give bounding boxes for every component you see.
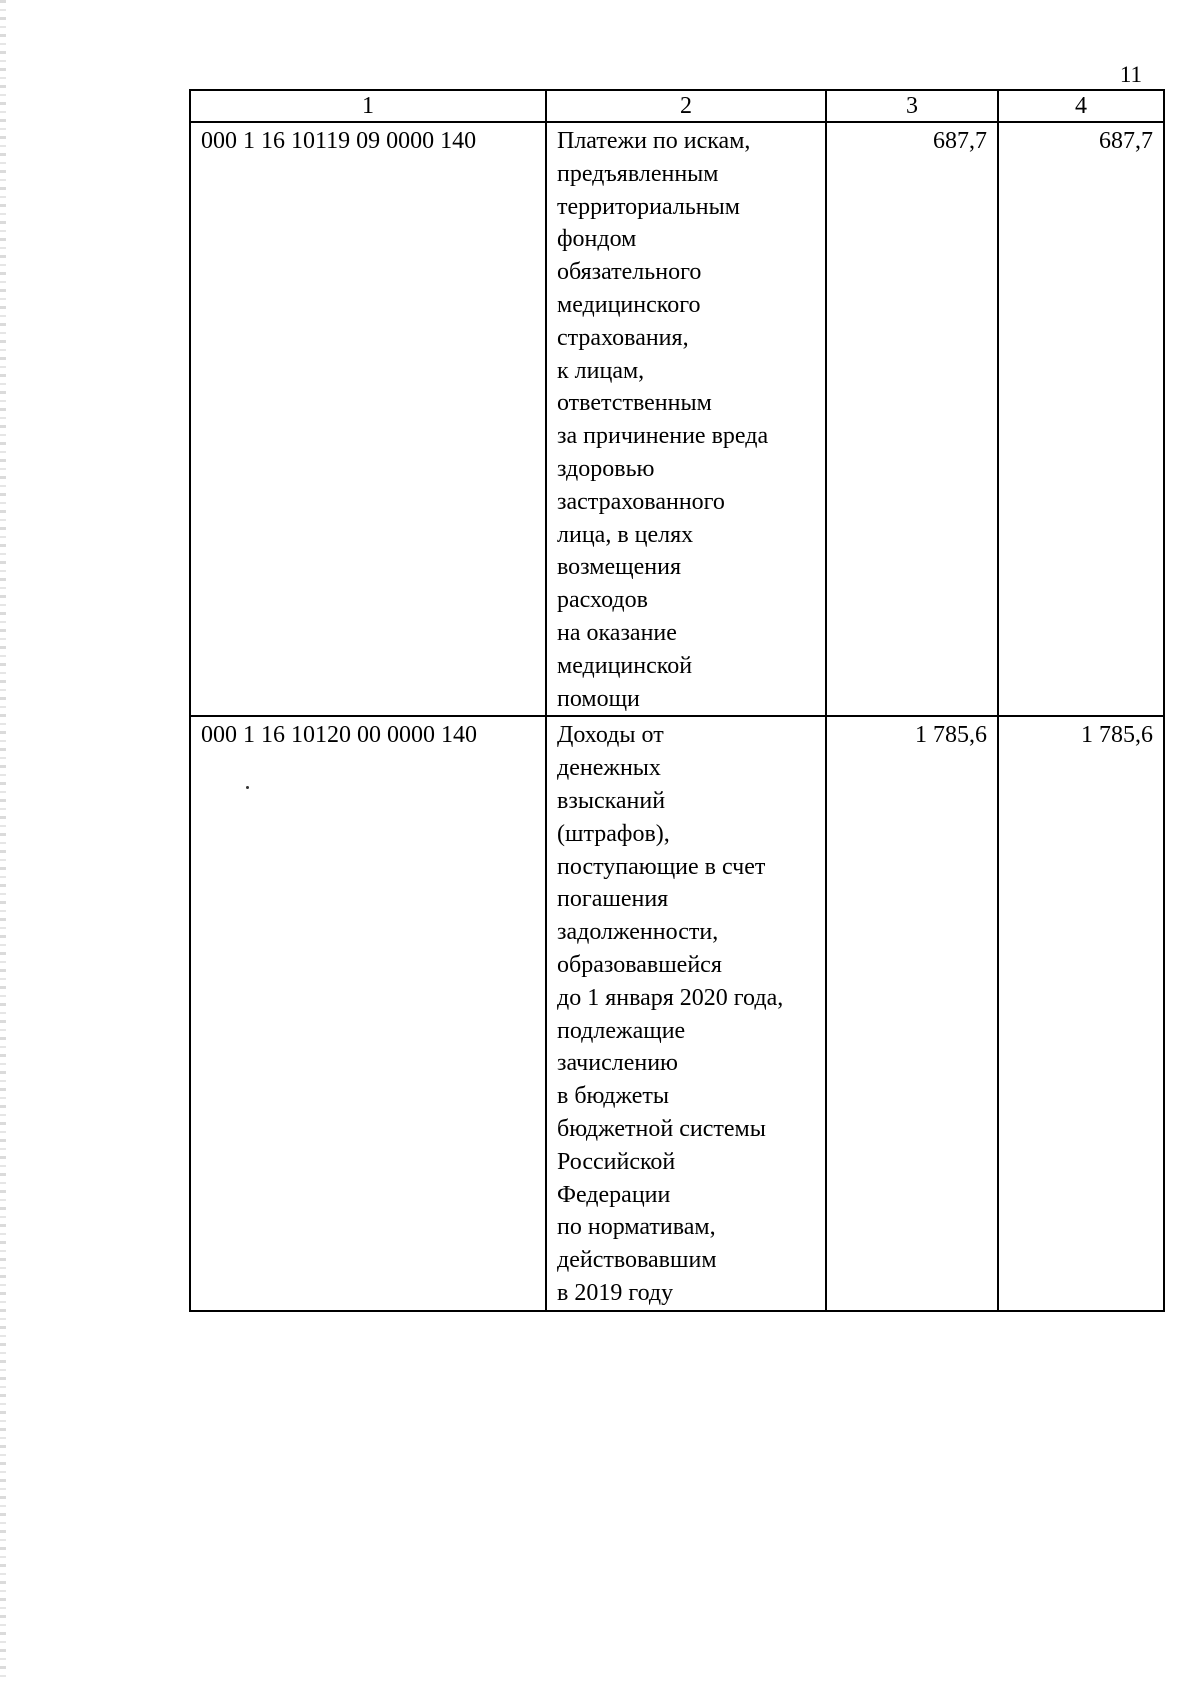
description-line: фондом xyxy=(557,226,637,253)
description-line: в 2019 году xyxy=(557,1279,674,1306)
column-header-4: 4 xyxy=(998,90,1164,122)
description-line: Федерации xyxy=(557,1181,671,1208)
table-header-row xyxy=(190,90,1164,122)
description-line: медицинской xyxy=(557,652,693,679)
table-row xyxy=(190,122,1164,716)
description-cell xyxy=(546,716,826,1310)
scan-edge-artifact xyxy=(0,0,6,1683)
value-column-4-cell: 1 785,6 xyxy=(998,716,1164,1310)
description-line: поступающие в счет xyxy=(557,853,766,880)
description-line: в бюджеты xyxy=(557,1083,669,1110)
description-line: Российской xyxy=(557,1148,676,1175)
description-line: возмещения xyxy=(557,554,682,581)
description-line: взысканий xyxy=(557,787,666,814)
value-column-4-cell: 687,7 xyxy=(998,122,1164,716)
description-line: бюджетной системы xyxy=(557,1115,766,1142)
description-line: ответственным xyxy=(557,390,712,417)
budget-table xyxy=(189,89,1165,1312)
description-line: лица, в целях xyxy=(557,521,694,548)
column-header-2: 2 xyxy=(546,90,826,122)
description-line: зачислению xyxy=(557,1050,678,1077)
page-number: 11 xyxy=(1119,62,1142,87)
description-line: на оказание xyxy=(557,619,677,646)
description-line: застрахованного xyxy=(557,488,725,515)
description-line: за причинение вреда xyxy=(557,423,769,450)
column-header-1: 1 xyxy=(190,90,546,122)
description-line: образовавшейся xyxy=(557,951,722,978)
value-column-3-cell: 1 785,6 xyxy=(826,716,998,1310)
description-line: денежных xyxy=(557,755,661,782)
description-line: до 1 января 2020 года, xyxy=(557,984,784,1011)
description-line: расходов xyxy=(557,587,648,614)
description-line: медицинского xyxy=(557,291,701,318)
description-line: страхования, xyxy=(557,324,689,351)
description-line: территориальным xyxy=(557,193,740,220)
table-row xyxy=(190,716,1164,1310)
description-line: к лицам, xyxy=(557,357,645,384)
description-line: здоровью xyxy=(557,455,655,482)
description-cell xyxy=(546,122,826,716)
description-line: погашения xyxy=(557,886,669,913)
value-column-3-cell: 687,7 xyxy=(826,122,998,716)
description-line: обязательного xyxy=(557,259,702,286)
budget-code-cell: 000 1 16 10119 09 0000 140 xyxy=(190,122,546,716)
description-line: действовавшим xyxy=(557,1247,717,1274)
description-line: Платежи по искам, xyxy=(557,128,751,154)
description-line: задолженности, xyxy=(557,919,719,946)
description-line: по нормативам, xyxy=(557,1214,716,1241)
description-line: подлежащие xyxy=(557,1017,686,1044)
scan-speck xyxy=(246,786,249,789)
description-line: помощи xyxy=(557,685,640,712)
budget-code-cell: 000 1 16 10120 00 0000 140 xyxy=(190,716,546,1310)
description-line: (штрафов), xyxy=(557,820,670,847)
column-header-3: 3 xyxy=(826,90,998,122)
description-line: Доходы от xyxy=(557,722,664,749)
description-line: предъявленным xyxy=(557,160,719,187)
